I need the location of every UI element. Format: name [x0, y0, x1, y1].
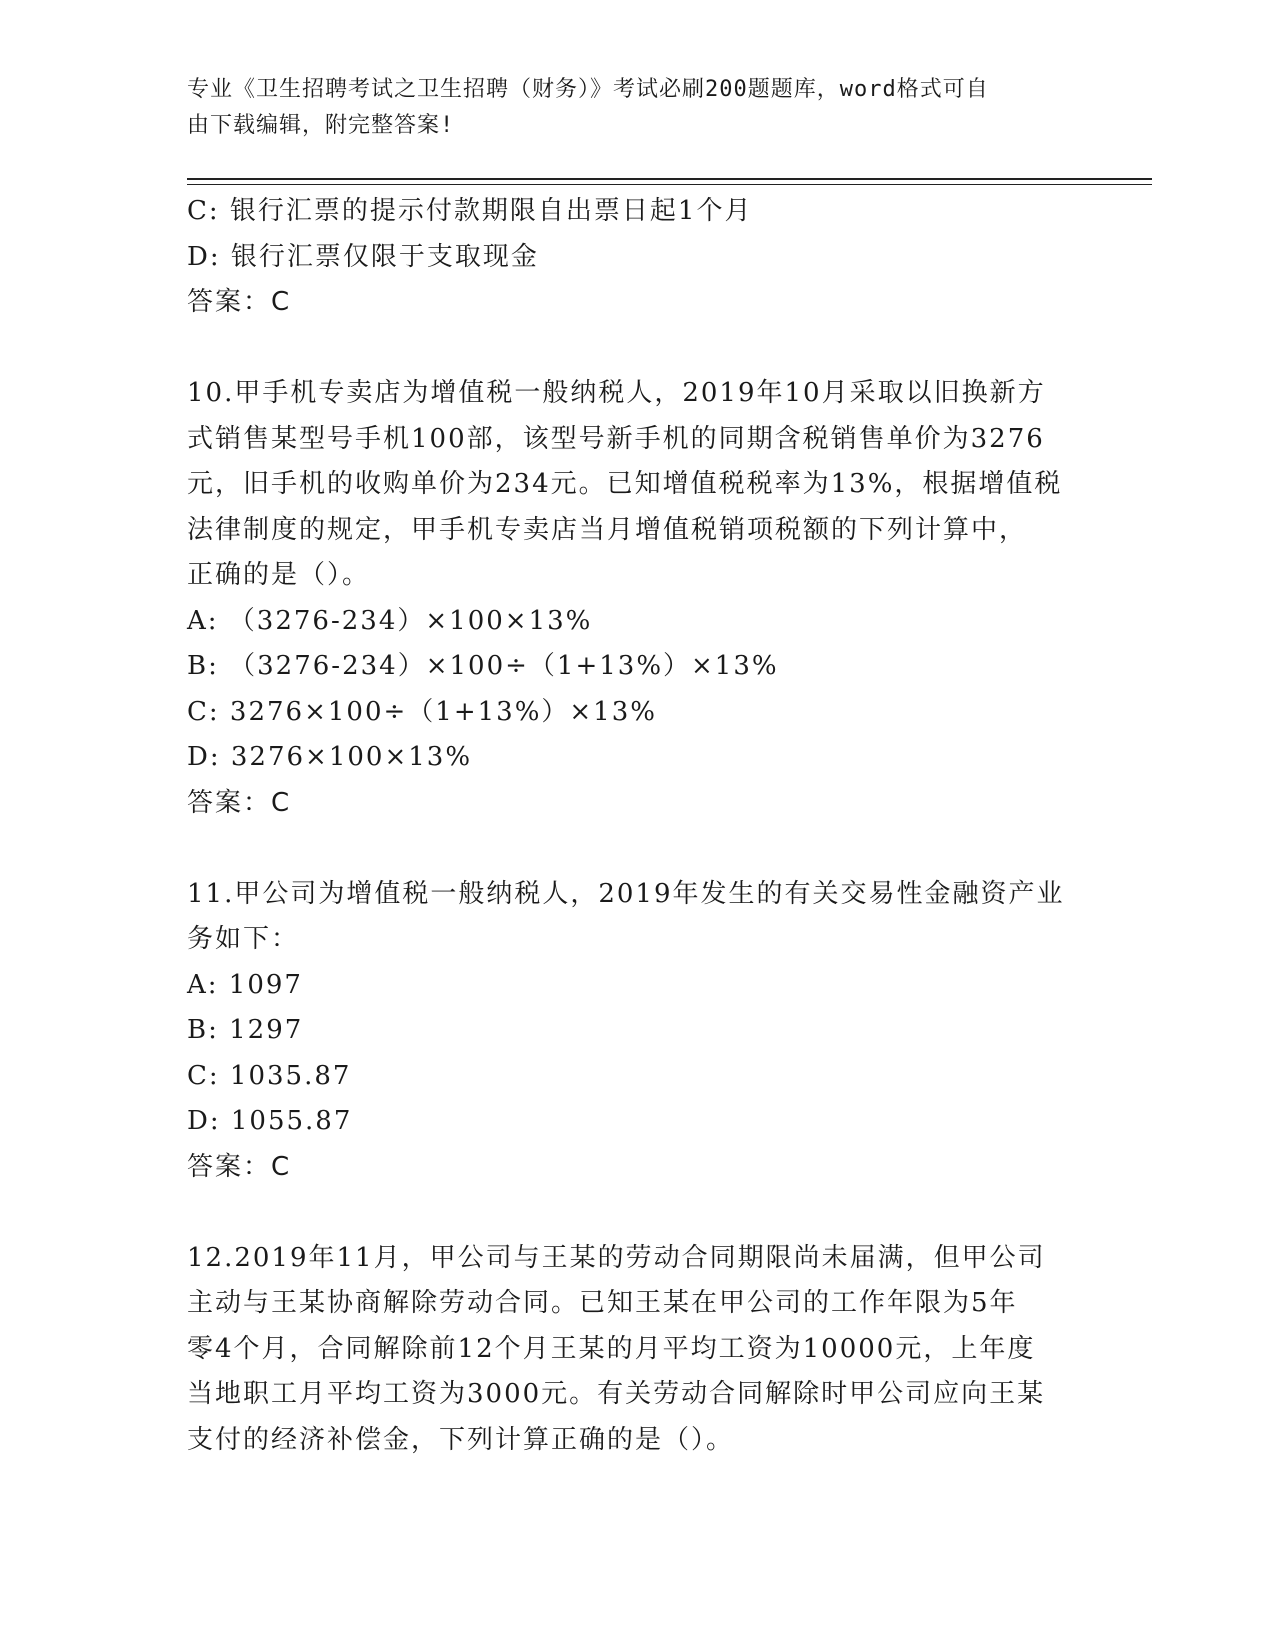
answer-option: C: 银行汇票的提示付款期限自出票日起1个月: [187, 196, 753, 226]
question-block: [187, 1236, 1087, 1464]
question-text-line: 主动与王某协商解除劳动合同。已知王某在甲公司的工作年限为5年: [187, 1288, 1018, 1318]
header-line-1: 专业《卫生招聘考试之卫生招聘（财务）》考试必刷200题题库，word格式可自: [187, 77, 989, 102]
answer-option: A: 1097: [187, 969, 303, 1000]
answer-option: D: 银行汇票仅限于支取现金: [187, 241, 539, 272]
question-list: [187, 189, 1087, 1463]
question-text-line: 式销售某型号手机100部，该型号新手机的同期含税销售单价为3276: [187, 423, 1045, 454]
header-rule-thin: [187, 184, 1152, 185]
question-block: [187, 189, 1087, 326]
question-text-line: 10.甲手机专卖店为增值税一般纳税人，2019年10月采取以旧换新方: [187, 378, 1046, 408]
question-block: [187, 371, 1087, 826]
answer-option: D: 1055.87: [187, 1106, 353, 1136]
answer-option: D: 3276×100×13%: [187, 742, 473, 772]
question-text-line: 务如下：: [187, 924, 300, 954]
question-text-line: 正确的是（）。: [187, 560, 371, 590]
block-spacer: [187, 1190, 1087, 1236]
question-text-line: 元，旧手机的收购单价为234元。已知增值税税率为13%，根据增值税: [187, 469, 1063, 499]
block-spacer: [187, 826, 1087, 872]
answer-option: C: 1035.87: [187, 1060, 352, 1091]
question-text-line: 支付的经济补偿金，下列计算正确的是（）。: [187, 1424, 735, 1455]
question-text-line: 11.甲公司为增值税一般纳税人，2019年发生的有关交易性金融资产业: [187, 878, 1065, 909]
answer-option: B: （3276-234）×100÷（1+13%）×13%: [187, 651, 779, 681]
block-spacer: [187, 326, 1087, 372]
answer-key: 答案：C: [187, 1151, 292, 1182]
question-text-line: 零4个月，合同解除前12个月王某的月平均工资为10000元，上年度: [187, 1333, 1036, 1364]
header-rule-thick: [187, 178, 1152, 180]
answer-option: B: 1297: [187, 1015, 304, 1045]
answer-key: 答案：C: [187, 287, 292, 317]
answer-key: 答案：C: [187, 787, 292, 818]
question-text-line: 12.2019年11月，甲公司与王某的劳动合同期限尚未届满，但甲公司: [187, 1242, 1046, 1273]
question-text-line: 法律制度的规定，甲手机专卖店当月增值税销项税额的下列计算中，: [187, 514, 1028, 545]
header-line-2: 由下载编辑，附完整答案!: [187, 113, 455, 138]
answer-option: C: 3276×100÷（1+13%）×13%: [187, 696, 657, 727]
document-header: [187, 72, 1067, 144]
question-block: [187, 872, 1087, 1191]
answer-option: A: （3276-234）×100×13%: [187, 605, 593, 636]
question-text-line: 当地职工月平均工资为3000元。有关劳动合同解除时甲公司应向王某: [187, 1379, 1046, 1409]
